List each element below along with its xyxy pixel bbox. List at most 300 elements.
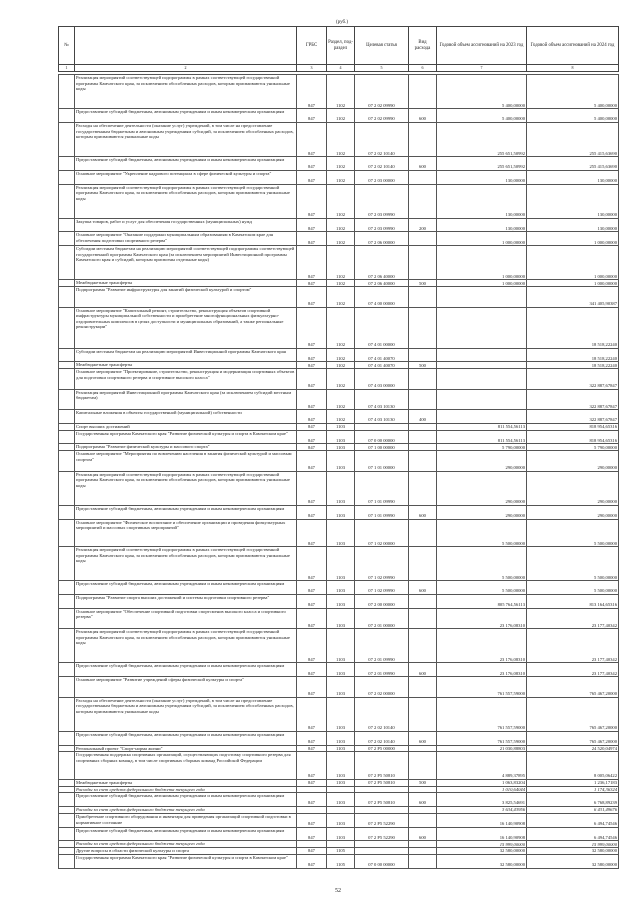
row-vid-cell: 400 (409, 410, 437, 424)
row-razdel-cell: 1103 (327, 629, 355, 663)
col-number: 6 (409, 65, 437, 72)
row-name-cell: Реализация мероприятий соответствующей подпрограммы в рамках соответствующей государственной программы Камчатского края, за исключением обособленных расходов, которым присваиваются уникальные коды (75, 629, 297, 663)
row-razdel-cell: 1103 (327, 793, 355, 807)
row-2024-cell: 765 467,20000 (527, 677, 619, 698)
row-no-cell (59, 410, 75, 424)
row-razdel-cell: 1105 (327, 848, 355, 855)
row-csr-cell (355, 848, 409, 855)
row-2024-cell: 32 580,00000 (527, 854, 619, 868)
row-name-cell: Основное мероприятие "Проектирование, строительство, реконструкция и модернизация спортивных объектов для подготовки спортивного резерва и спортивное высокого класса" (75, 369, 297, 390)
row-name-cell: Основное мероприятие "Капитальный ремонт, строительство, реконструкция объектов спортивной инфраструктуры муниципальной собственности и приобретение многофункциональных физкультурно-оздоровительных комплексов в целях доступности и муниципальных образований, а также региональные реконструкции" (75, 307, 297, 348)
header-col-razdel: Раздел, под-раздел (327, 27, 355, 65)
row-2024-cell: 15 999,00000 (527, 841, 619, 848)
row-vid-cell: 600 (409, 663, 437, 677)
row-name-cell: Государственная программа Камчатского края "Развитие физической культуры и спорта в Камчатском крае" (75, 430, 297, 444)
row-razdel-cell: 1103 (327, 451, 355, 472)
row-2023-cell (437, 369, 527, 390)
row-razdel-cell: 1103 (327, 752, 355, 779)
row-no-cell (59, 841, 75, 848)
row-razdel-cell: 1103 (327, 677, 355, 698)
row-razdel-cell: 1103 (327, 663, 355, 677)
table-row (59, 307, 619, 348)
row-no-cell (59, 423, 75, 430)
row-2024-cell: 5 500,00000 (527, 519, 619, 546)
row-razdel-cell: 1102 (327, 157, 355, 171)
row-grbs-cell: 847 (297, 752, 327, 779)
row-csr-cell: 07 2 P5 50810 (355, 752, 409, 779)
row-2024-cell: 130,00000 (527, 184, 619, 218)
row-2024-cell: 5 400,00000 (527, 109, 619, 123)
row-2023-cell (437, 287, 527, 308)
table-row (59, 369, 619, 390)
row-vid-cell (409, 430, 437, 444)
row-2024-cell: 1 174,36324 (527, 786, 619, 793)
row-razdel-cell: 1103 (327, 430, 355, 444)
row-no-cell (59, 389, 75, 410)
row-csr-cell: 07 2 P5 50810 (355, 793, 409, 807)
row-no-cell (59, 848, 75, 855)
row-name-cell: Другие вопросы в области физической культуры и спорта (75, 848, 297, 855)
row-grbs-cell: 847 (297, 362, 327, 369)
row-name-cell: Реализация мероприятий соответствующей подпрограммы в рамках соответствующей государственной программы Камчатского края, за исключением обособленных расходов, которым присваиваются уникальные коды (75, 184, 297, 218)
row-csr-cell: 07 2 03 09990 (355, 218, 409, 232)
row-no-cell (59, 362, 75, 369)
table-row (59, 547, 619, 581)
row-2023-cell: 761 557,59000 (437, 677, 527, 698)
row-2024-cell: 818 954,65316 (527, 423, 619, 430)
row-no-cell (59, 731, 75, 745)
row-razdel-cell: 1103 (327, 595, 355, 609)
table-row (59, 232, 619, 246)
row-name-cell: Расходы на обеспечение деятельности (оказание услуг) учреждений, в том числе на предоставление государственным бюджетным и автономным учреждениям субсидий, за исключением обособленных расходов, которым присваиваются уникальные коды (75, 122, 297, 156)
header-col-2023: Годовой объем ассигнований на 2023 год (437, 27, 527, 65)
row-2023-cell (437, 410, 527, 424)
row-razdel-cell: 1103 (327, 423, 355, 430)
row-2023-cell: 21 030,88803 (437, 745, 527, 752)
table-row (59, 170, 619, 184)
row-grbs-cell: 847 (297, 697, 327, 731)
row-no-cell (59, 444, 75, 451)
table-row (59, 423, 619, 430)
row-2023-cell: 32 580,00000 (437, 848, 527, 855)
row-name-cell: Основное мероприятие "Обеспечение спортивной подготовки спортсменов высокого класса и спортивного резерва" (75, 608, 297, 629)
row-2024-cell: 5 400,00000 (527, 75, 619, 109)
table-row (59, 841, 619, 848)
row-name-cell: Подпрограмма "Развитие инфраструктуры для занятий физической культурой и спортом" (75, 287, 297, 308)
row-grbs-cell: 847 (297, 731, 327, 745)
table-row (59, 109, 619, 123)
row-no-cell (59, 506, 75, 520)
row-2024-cell: 6 768,89239 (527, 793, 619, 807)
row-csr-cell: 07 4 01 40070 (355, 362, 409, 369)
table-row (59, 348, 619, 362)
row-grbs-cell: 847 (297, 444, 327, 451)
row-name-cell: Реализация мероприятий соответствующей подпрограммы в рамках соответствующей государственной программы Камчатского края, за исключением обособленных расходов, которым присваиваются уникальные коды (75, 471, 297, 505)
row-grbs-cell (297, 841, 327, 848)
row-2023-cell: 255 651,50992 (437, 157, 527, 171)
table-row (59, 471, 619, 505)
row-csr-cell: 07 2 P5 52290 (355, 827, 409, 841)
row-no-cell (59, 677, 75, 698)
row-no-cell (59, 246, 75, 280)
row-grbs-cell: 847 (297, 389, 327, 410)
row-vid-cell (409, 170, 437, 184)
row-vid-cell (409, 752, 437, 779)
page-number: 52 (335, 888, 341, 894)
table-row (59, 848, 619, 855)
table-row (59, 444, 619, 451)
row-name-cell: Предоставление субсидий бюджетным, автономным учреждениям и иным некоммерческим организациям (75, 827, 297, 841)
row-razdel-cell: 1103 (327, 444, 355, 451)
row-razdel-cell: 1103 (327, 813, 355, 827)
table-row (59, 122, 619, 156)
row-grbs-cell: 847 (297, 122, 327, 156)
row-csr-cell: 07 2 02 09990 (355, 75, 409, 109)
row-no-cell (59, 752, 75, 779)
row-no-cell (59, 109, 75, 123)
row-name-cell: Капитальные вложения в объекты государственной (муниципальной) собственности (75, 410, 297, 424)
row-name-cell: Межбюджетные трансферты (75, 779, 297, 786)
row-vid-cell (409, 608, 437, 629)
row-csr-cell: 07 2 01 09990 (355, 629, 409, 663)
row-grbs-cell: 847 (297, 547, 327, 581)
row-no-cell (59, 813, 75, 827)
row-razdel-cell (327, 807, 355, 814)
header-col-name (75, 27, 297, 65)
row-csr-cell: 07 2 02 10140 (355, 157, 409, 171)
col-number: 5 (355, 65, 409, 72)
row-csr-cell: 07 2 03 09990 (355, 184, 409, 218)
row-2023-cell: 3 825,54691 (437, 793, 527, 807)
row-no-cell (59, 745, 75, 752)
row-grbs-cell: 847 (297, 280, 327, 287)
table-row (59, 430, 619, 444)
table-row (59, 246, 619, 280)
row-csr-cell: 07 2 01 00000 (355, 608, 409, 629)
row-2023-cell: 23 176,08310 (437, 608, 527, 629)
row-2023-cell: 16 140,90908 (437, 813, 527, 827)
row-razdel-cell: 1103 (327, 547, 355, 581)
row-grbs-cell: 847 (297, 307, 327, 348)
row-razdel-cell (327, 841, 355, 848)
table-header (58, 26, 619, 72)
row-name-cell: Предоставление субсидий бюджетным, автономным учреждениям и иным некоммерческим организациям (75, 157, 297, 171)
row-razdel-cell: 1102 (327, 287, 355, 308)
row-grbs-cell: 847 (297, 423, 327, 430)
row-razdel-cell: 1102 (327, 122, 355, 156)
row-grbs-cell: 847 (297, 677, 327, 698)
row-grbs-cell: 847 (297, 854, 327, 868)
row-csr-cell: 07 2 00 00000 (355, 595, 409, 609)
row-vid-cell (409, 848, 437, 855)
row-2023-cell: 811 554,56113 (437, 423, 527, 430)
row-name-cell: Основное мероприятие "Оказание поддержки муниципальным образованиям в Камчатском крае для обеспечения подготовки спортивного резерва" (75, 232, 297, 246)
row-vid-cell (409, 807, 437, 814)
row-name-cell: Закупка товаров, работ и услуг для обеспечения государственных (муниципальных) нужд (75, 218, 297, 232)
table-row (59, 451, 619, 472)
row-razdel-cell: 1105 (327, 854, 355, 868)
row-2023-cell: 5 500,00000 (437, 547, 527, 581)
row-name-cell: Подпрограмма "Развитие спорта высших достижений и системы подготовки спортивного резерва" (75, 595, 297, 609)
row-grbs-cell: 847 (297, 471, 327, 505)
row-2024-cell: 322 887,67847 (527, 389, 619, 410)
row-no-cell (59, 75, 75, 109)
row-vid-cell: 500 (409, 280, 437, 287)
row-razdel-cell (327, 786, 355, 793)
table-row (59, 519, 619, 546)
row-name-cell: Основное мероприятие "Укрепление кадрового потенциала в сфере физической культуры и спорта" (75, 170, 297, 184)
row-vid-cell: 500 (409, 362, 437, 369)
row-name-cell: Предоставление субсидий бюджетным, автономным учреждениям и иным некоммерческим организациям (75, 731, 297, 745)
row-vid-cell (409, 444, 437, 451)
row-vid-cell (409, 697, 437, 731)
row-vid-cell (409, 519, 437, 546)
row-vid-cell (409, 423, 437, 430)
row-csr-cell: 07 2 01 09990 (355, 663, 409, 677)
row-grbs-cell: 847 (297, 157, 327, 171)
row-csr-cell (355, 423, 409, 430)
header-col-vid: Вид расхода (409, 27, 437, 65)
table-row (59, 813, 619, 827)
row-name-cell: Спорт высших достижений (75, 423, 297, 430)
row-2024-cell: 818 954,65316 (527, 430, 619, 444)
row-razdel-cell: 1102 (327, 170, 355, 184)
row-2023-cell: 761 557,59000 (437, 697, 527, 731)
row-2024-cell: 24 520,04974 (527, 745, 619, 752)
row-csr-cell: 07 1 02 09990 (355, 547, 409, 581)
row-name-cell: Приобретение спортивного оборудования и инвентаря для приведения организаций спортивной подготовки в нормативное состояние (75, 813, 297, 827)
row-csr-cell: 07 0 00 00000 (355, 854, 409, 868)
row-grbs-cell: 847 (297, 109, 327, 123)
row-2024-cell: 813 164,65316 (527, 595, 619, 609)
row-2024-cell: 255 415,63690 (527, 157, 619, 171)
row-vid-cell (409, 813, 437, 827)
row-grbs-cell: 847 (297, 287, 327, 308)
row-razdel-cell: 1103 (327, 608, 355, 629)
row-2024-cell: 5 500,00000 (527, 581, 619, 595)
row-grbs-cell: 847 (297, 170, 327, 184)
row-no-cell (59, 547, 75, 581)
row-2024-cell: 290,00000 (527, 506, 619, 520)
row-no-cell (59, 170, 75, 184)
row-grbs-cell: 847 (297, 581, 327, 595)
row-2023-cell: 3 634,43956 (437, 807, 527, 814)
row-csr-cell: 07 2 02 10140 (355, 697, 409, 731)
row-razdel-cell: 1102 (327, 75, 355, 109)
row-2023-cell: 130,00000 (437, 218, 527, 232)
row-grbs-cell: 847 (297, 848, 327, 855)
row-csr-cell: 07 4 00 00000 (355, 287, 409, 308)
row-csr-cell: 07 2 06 40000 (355, 246, 409, 280)
row-name-cell: Государственная программа Камчатского края "Развитие физической культуры и спорта в Камчатском крае" (75, 854, 297, 868)
row-2023-cell: 5 790,00000 (437, 444, 527, 451)
row-csr-cell: 07 1 01 09990 (355, 471, 409, 505)
row-name-cell: Основное мероприятие "Мероприятия по вовлечению населения в занятия физической культурой и массовым спортом" (75, 451, 297, 472)
row-vid-cell: 600 (409, 793, 437, 807)
row-name-cell: Предоставление субсидий бюджетным, автономным учреждениям и иным некоммерческим организациям (75, 109, 297, 123)
row-razdel-cell: 1103 (327, 779, 355, 786)
table-row (59, 629, 619, 663)
row-razdel-cell: 1102 (327, 369, 355, 390)
row-vid-cell (409, 287, 437, 308)
table-row (59, 697, 619, 731)
row-csr-cell (355, 841, 409, 848)
row-vid-cell (409, 369, 437, 390)
row-2023-cell (437, 348, 527, 362)
row-2024-cell: 765 467,20000 (527, 697, 619, 731)
row-2023-cell: 130,00000 (437, 184, 527, 218)
table-row (59, 807, 619, 814)
row-csr-cell: 07 1 00 00000 (355, 444, 409, 451)
row-no-cell (59, 629, 75, 663)
row-2024-cell: 23 177,40342 (527, 629, 619, 663)
row-vid-cell: 600 (409, 506, 437, 520)
row-grbs-cell (297, 807, 327, 814)
row-2024-cell: 32 580,00000 (527, 848, 619, 855)
row-no-cell (59, 451, 75, 472)
row-2024-cell: 765 467,20000 (527, 731, 619, 745)
row-vid-cell (409, 854, 437, 868)
row-csr-cell: 07 4 01 00000 (355, 307, 409, 348)
row-razdel-cell: 1102 (327, 232, 355, 246)
row-no-cell (59, 157, 75, 171)
row-2023-cell: 1 000,00000 (437, 232, 527, 246)
row-no-cell (59, 471, 75, 505)
row-grbs-cell: 847 (297, 793, 327, 807)
row-name-cell: Расходы за счет средств федерального бюджета текущего года (75, 807, 297, 814)
row-csr-cell: 07 2 P5 50810 (355, 779, 409, 786)
row-2024-cell: 341 405,90387 (527, 287, 619, 308)
col-number: 3 (297, 65, 327, 72)
row-no-cell (59, 519, 75, 546)
row-2024-cell: 1 236,17183 (527, 779, 619, 786)
row-razdel-cell: 1103 (327, 506, 355, 520)
row-2024-cell: 6 494,74546 (527, 827, 619, 841)
col-number: 1 (59, 65, 75, 72)
row-name-cell: Межбюджетные трансферты (75, 362, 297, 369)
row-2023-cell: 32 580,00000 (437, 854, 527, 868)
table-row (59, 786, 619, 793)
row-vid-cell (409, 451, 437, 472)
row-2023-cell: 15 999,00000 (437, 841, 527, 848)
table-row (59, 184, 619, 218)
col-number: 2 (75, 65, 297, 72)
row-no-cell (59, 786, 75, 793)
row-grbs-cell: 847 (297, 506, 327, 520)
row-razdel-cell: 1103 (327, 731, 355, 745)
row-no-cell (59, 807, 75, 814)
row-2024-cell: 6 494,74546 (527, 813, 619, 827)
row-grbs-cell (297, 786, 327, 793)
row-grbs-cell: 847 (297, 608, 327, 629)
row-vid-cell (409, 246, 437, 280)
table-row (59, 410, 619, 424)
row-csr-cell: 07 2 02 10140 (355, 122, 409, 156)
row-name-cell: Подпрограмма "Развитие физической культуры и массового спорта" (75, 444, 297, 451)
row-vid-cell: 500 (409, 779, 437, 786)
table-row (59, 663, 619, 677)
row-no-cell (59, 430, 75, 444)
row-no-cell (59, 369, 75, 390)
row-vid-cell (409, 677, 437, 698)
row-2024-cell: 1 000,00000 (527, 232, 619, 246)
row-vid-cell (409, 595, 437, 609)
row-no-cell (59, 307, 75, 348)
row-2023-cell: 23 176,08310 (437, 663, 527, 677)
row-2023-cell: 1 000,00000 (437, 280, 527, 287)
table-row (59, 157, 619, 171)
table-row (59, 731, 619, 745)
row-csr-cell: 07 2 P5 00000 (355, 745, 409, 752)
row-csr-cell: 07 2 06 00000 (355, 232, 409, 246)
row-2023-cell: 5 400,00000 (437, 75, 527, 109)
row-name-cell: Предоставление субсидий бюджетным, автономным учреждениям и иным некоммерческим организациям (75, 581, 297, 595)
row-name-cell: Предоставление субсидий бюджетным, автономным учреждениям и иным некоммерческим организациям (75, 663, 297, 677)
row-csr-cell: 07 4 03 00000 (355, 369, 409, 390)
table-body (59, 75, 619, 869)
row-grbs-cell: 847 (297, 595, 327, 609)
table-row (59, 581, 619, 595)
row-name-cell: Субсидии местным бюджетам на реализацию мероприятий соответствующей подпрограммы соответствующей государственной программы Камчатского края (за исключением мероприятий Инвестиционной программы Камчатского края и субсидий, которым присвоены отдельные коды) (75, 246, 297, 280)
row-vid-cell (409, 184, 437, 218)
row-2023-cell: 290,00000 (437, 451, 527, 472)
table-row (59, 389, 619, 410)
col-number: 8 (527, 65, 619, 72)
row-vid-cell: 600 (409, 157, 437, 171)
row-grbs-cell: 847 (297, 779, 327, 786)
row-no-cell (59, 280, 75, 287)
row-2023-cell: 5 500,00000 (437, 581, 527, 595)
row-vid-cell (409, 389, 437, 410)
table-row (59, 745, 619, 752)
row-2024-cell: 18 518,22240 (527, 362, 619, 369)
row-razdel-cell: 1102 (327, 184, 355, 218)
row-grbs-cell: 847 (297, 369, 327, 390)
row-2023-cell (437, 362, 527, 369)
row-razdel-cell: 1103 (327, 697, 355, 731)
row-csr-cell: 07 2 02 00000 (355, 677, 409, 698)
row-2023-cell: 5 400,00000 (437, 109, 527, 123)
row-2023-cell: 290,00000 (437, 506, 527, 520)
column-number-row (59, 65, 619, 72)
row-name-cell: Реализация мероприятий соответствующей подпрограммы в рамках соответствующей государственной программы Камчатского края, за исключением обособленных расходов, которым присваиваются уникальные коды (75, 75, 297, 109)
row-grbs-cell: 847 (297, 451, 327, 472)
row-2024-cell: 23 177,40342 (527, 663, 619, 677)
row-2024-cell: 322 887,67847 (527, 369, 619, 390)
row-2023-cell: 811 554,56113 (437, 430, 527, 444)
row-2024-cell: 6 431,49676 (527, 807, 619, 814)
row-no-cell (59, 218, 75, 232)
row-grbs-cell: 847 (297, 629, 327, 663)
table-row (59, 854, 619, 868)
row-no-cell (59, 779, 75, 786)
table-row (59, 287, 619, 308)
row-2023-cell: 5 500,00000 (437, 519, 527, 546)
row-razdel-cell: 1102 (327, 246, 355, 280)
row-grbs-cell: 847 (297, 246, 327, 280)
row-razdel-cell: 1103 (327, 519, 355, 546)
row-2023-cell: 16 140,90908 (437, 827, 527, 841)
row-razdel-cell: 1102 (327, 218, 355, 232)
row-grbs-cell: 847 (297, 663, 327, 677)
row-vid-cell (409, 786, 437, 793)
row-2024-cell: 18 518,22240 (527, 307, 619, 348)
row-2023-cell: 130,00000 (437, 170, 527, 184)
row-vid-cell: 200 (409, 218, 437, 232)
table-row (59, 280, 619, 287)
row-razdel-cell: 1103 (327, 827, 355, 841)
row-grbs-cell: 847 (297, 430, 327, 444)
